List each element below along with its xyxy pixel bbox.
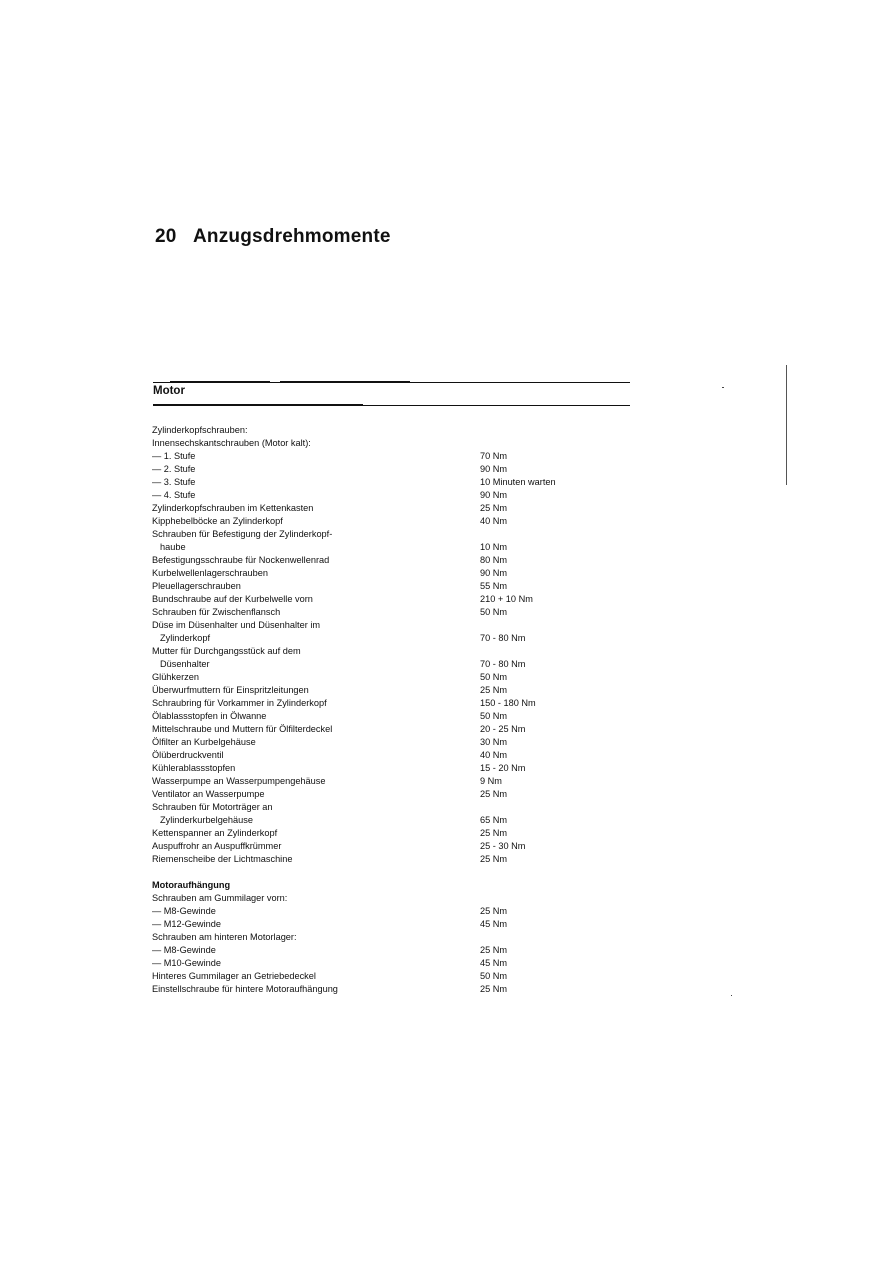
table-row <box>152 957 632 970</box>
row-label: Zylinderkopf <box>160 633 211 643</box>
row-label: Ölüberdruckventil <box>152 750 224 760</box>
table-row <box>152 528 632 541</box>
row-label: Riemenscheibe der Lichtmaschine <box>152 854 293 864</box>
table-row <box>152 645 632 658</box>
row-value: 25 Nm <box>480 828 508 838</box>
table-row <box>152 632 632 645</box>
row-value: 210 + 10 Nm <box>480 594 533 604</box>
row-label: Hinteres Gummilager an Getriebedeckel <box>152 971 316 981</box>
table-row <box>152 554 632 567</box>
row-value: 25 - 30 Nm <box>480 841 526 851</box>
row-label: Pleuellagerschrauben <box>152 581 241 591</box>
row-label: — M8-Gewinde <box>152 945 216 955</box>
row-value: 150 - 180 Nm <box>480 698 536 708</box>
table-row <box>152 749 632 762</box>
table-row <box>152 437 632 450</box>
row-label: Ölfilter an Kurbelgehäuse <box>152 737 256 747</box>
table-row <box>152 762 632 775</box>
margin-line <box>786 365 787 485</box>
row-label: Einstellschraube für hintere Motoraufhängung <box>152 984 338 994</box>
row-value: 10 Minuten warten <box>480 477 556 487</box>
table-row <box>152 944 632 957</box>
row-label: Überwurfmuttern für Einspritzleitungen <box>152 685 309 695</box>
section-title: Motor <box>153 385 185 397</box>
row-label: Schrauben am Gummilager vorn: <box>152 893 288 903</box>
torque-table <box>152 424 632 996</box>
table-row <box>152 580 632 593</box>
table-row <box>152 450 632 463</box>
table-row <box>152 970 632 983</box>
row-value: 15 - 20 Nm <box>480 763 526 773</box>
row-label: Kurbelwellenlagerschrauben <box>152 568 268 578</box>
row-value: 65 Nm <box>480 815 508 825</box>
row-value: 25 Nm <box>480 503 508 513</box>
row-label: Wasserpumpe an Wasserpumpengehäuse <box>152 776 326 786</box>
table-row <box>152 489 632 502</box>
table-row <box>152 671 632 684</box>
table-row <box>152 723 632 736</box>
row-label: — M10-Gewinde <box>152 958 221 968</box>
row-label: — 3. Stufe <box>152 477 196 487</box>
row-label: Motoraufhängung <box>152 880 231 890</box>
row-value: 80 Nm <box>480 555 508 565</box>
row-label: Kettenspanner an Zylinderkopf <box>152 828 278 838</box>
table-row <box>152 736 632 749</box>
row-value: 70 - 80 Nm <box>480 633 526 643</box>
table-row <box>152 840 632 853</box>
table-row <box>152 567 632 580</box>
table-row <box>152 476 632 489</box>
top-rule-thick-2 <box>280 381 410 383</box>
row-label: Mittelschraube und Muttern für Ölfilterdeckel <box>152 724 333 734</box>
table-row <box>152 918 632 931</box>
row-label: Kipphebelböcke an Zylinderkopf <box>152 516 283 526</box>
table-row <box>152 593 632 606</box>
row-label: Zylinderkopfschrauben im Kettenkasten <box>152 503 314 513</box>
row-value: 55 Nm <box>480 581 508 591</box>
row-value: 45 Nm <box>480 958 508 968</box>
row-label: Schrauben am hinteren Motorlager: <box>152 932 297 942</box>
row-value: 25 Nm <box>480 685 508 695</box>
row-label: Auspuffrohr an Auspuffkrümmer <box>152 841 282 851</box>
table-row <box>152 619 632 632</box>
row-value: 25 Nm <box>480 854 508 864</box>
row-label: Glühkerzen <box>152 672 199 682</box>
row-value: 70 Nm <box>480 451 508 461</box>
row-label: — 2. Stufe <box>152 464 196 474</box>
row-label: Kühlerablassstopfen <box>152 763 236 773</box>
row-value: 90 Nm <box>480 464 508 474</box>
row-value: 9 Nm <box>480 776 502 786</box>
table-row <box>152 827 632 840</box>
row-label: — M12-Gewinde <box>152 919 221 929</box>
row-label: haube <box>160 542 186 552</box>
table-row <box>152 892 632 905</box>
table-row <box>152 424 632 437</box>
row-value: 90 Nm <box>480 490 508 500</box>
table-row <box>152 983 632 996</box>
row-label: Bundschraube auf der Kurbelwelle vorn <box>152 594 313 604</box>
row-label: Schrauben für Befestigung der Zylinderkopf- <box>152 529 333 539</box>
row-label: Mutter für Durchgangsstück auf dem <box>152 646 301 656</box>
row-value: 50 Nm <box>480 672 508 682</box>
margin-tick <box>722 387 724 388</box>
chapter-number: 20 <box>155 226 177 247</box>
row-label: — M8-Gewinde <box>152 906 216 916</box>
row-value: 40 Nm <box>480 750 508 760</box>
row-label: — 4. Stufe <box>152 490 196 500</box>
row-label: Zylinderkopfschrauben: <box>152 425 248 435</box>
table-row <box>152 658 632 671</box>
row-label: Schraubring für Vorkammer in Zylinderkopf <box>152 698 327 708</box>
subsection-heading <box>152 879 632 892</box>
top-rule-thick-1 <box>170 381 270 383</box>
table-row <box>152 801 632 814</box>
table-row <box>152 905 632 918</box>
row-value: 30 Nm <box>480 737 508 747</box>
table-row <box>152 931 632 944</box>
row-value: 25 Nm <box>480 945 508 955</box>
table-row <box>152 697 632 710</box>
table-row <box>152 710 632 723</box>
row-value: 45 Nm <box>480 919 508 929</box>
table-row <box>152 788 632 801</box>
table-row <box>152 502 632 515</box>
table-row <box>152 606 632 619</box>
table-row <box>152 775 632 788</box>
row-label: Düse im Düsenhalter und Düsenhalter im <box>152 620 321 630</box>
row-value: 25 Nm <box>480 984 508 994</box>
chapter-title: Anzugsdrehmomente <box>193 226 391 247</box>
table-row <box>152 853 632 866</box>
row-label: Zylinderkurbelgehäuse <box>160 815 253 825</box>
row-label: Befestigungsschraube für Nockenwellenrad <box>152 555 330 565</box>
row-label: Ölablassstopfen in Ölwanne <box>152 711 267 721</box>
row-value: 25 Nm <box>480 906 508 916</box>
table-row <box>152 814 632 827</box>
row-label: Düsenhalter <box>160 659 210 669</box>
row-value: 10 Nm <box>480 542 508 552</box>
table-row <box>152 463 632 476</box>
margin-tick-lower <box>731 995 732 996</box>
row-label: — 1. Stufe <box>152 451 196 461</box>
table-row <box>152 515 632 528</box>
row-value: 50 Nm <box>480 971 508 981</box>
table-row <box>152 541 632 554</box>
row-label: Schrauben für Motorträger an <box>152 802 273 812</box>
table-row <box>152 684 632 697</box>
row-value: 90 Nm <box>480 568 508 578</box>
row-value: 40 Nm <box>480 516 508 526</box>
row-value: 25 Nm <box>480 789 508 799</box>
row-value: 50 Nm <box>480 607 508 617</box>
row-value: 50 Nm <box>480 711 508 721</box>
row-label: Schrauben für Zwischenflansch <box>152 607 281 617</box>
spacer-row <box>152 866 632 879</box>
bottom-rule-thick <box>153 404 363 406</box>
row-label: Ventilator an Wasserpumpe <box>152 789 265 799</box>
row-label: Innensechskantschrauben (Motor kalt): <box>152 438 311 448</box>
page-title <box>155 226 391 248</box>
row-value: 20 - 25 Nm <box>480 724 526 734</box>
row-value: 70 - 80 Nm <box>480 659 526 669</box>
